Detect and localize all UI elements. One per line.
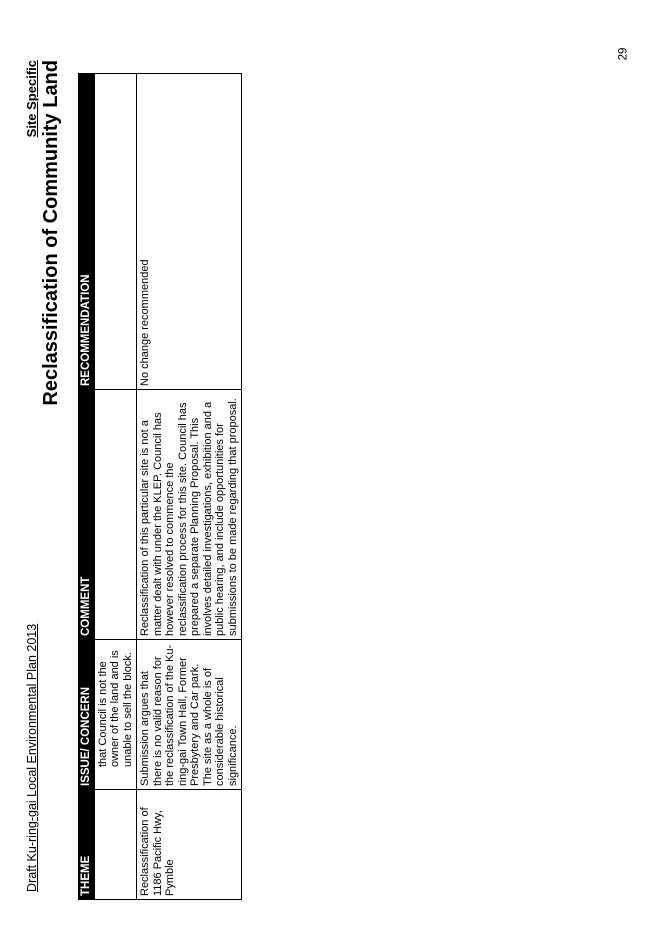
cell-comment xyxy=(94,390,137,640)
section-title: Reclassification of Community Land xyxy=(40,60,62,406)
table-header-row xyxy=(79,74,95,900)
column-header-comment: COMMENT xyxy=(79,390,95,640)
cell-recommendation xyxy=(94,74,137,390)
column-header-issue: ISSUE/ CONCERN xyxy=(79,640,95,790)
cell-issue: Submission argues that there is no valid reason for the reclassification of the Ku-ring-gai Town Hall, Former Presbytery and Car park. The site as a whole is of considerable historical significance. xyxy=(137,640,242,790)
submissions-table xyxy=(78,73,242,900)
table-row xyxy=(137,74,242,900)
column-header-recommendation: RECOMMENDATION xyxy=(79,74,95,390)
cell-theme: Reclassification of 1186 Pacific Hwy, Pymble xyxy=(137,790,242,900)
cell-comment: Reclassification of this particular site is not a matter dealt with under the KLEP. Council has however resolved to commence the reclassification process for this site. Council has prepared a separate Planning Proposal. This involves detailed investigations, exhibition and a public hearing, and include opportunities for submissions to be made regarding that proposal. xyxy=(137,390,242,640)
page-number: 29 xyxy=(617,47,630,61)
document-title: Draft Ku-ring-gai Local Environmental Plan 2013 xyxy=(25,623,39,892)
section-header xyxy=(24,60,63,406)
cell-theme xyxy=(94,790,137,900)
section-subtitle: Site Specific xyxy=(24,60,39,138)
cell-issue: that Council is not the owner of the land and is unable to sell the block. xyxy=(94,640,137,790)
cell-recommendation: No change recommended xyxy=(137,74,242,390)
rotated-page xyxy=(20,20,628,908)
table-row xyxy=(94,74,137,900)
column-header-theme: THEME xyxy=(79,790,95,900)
